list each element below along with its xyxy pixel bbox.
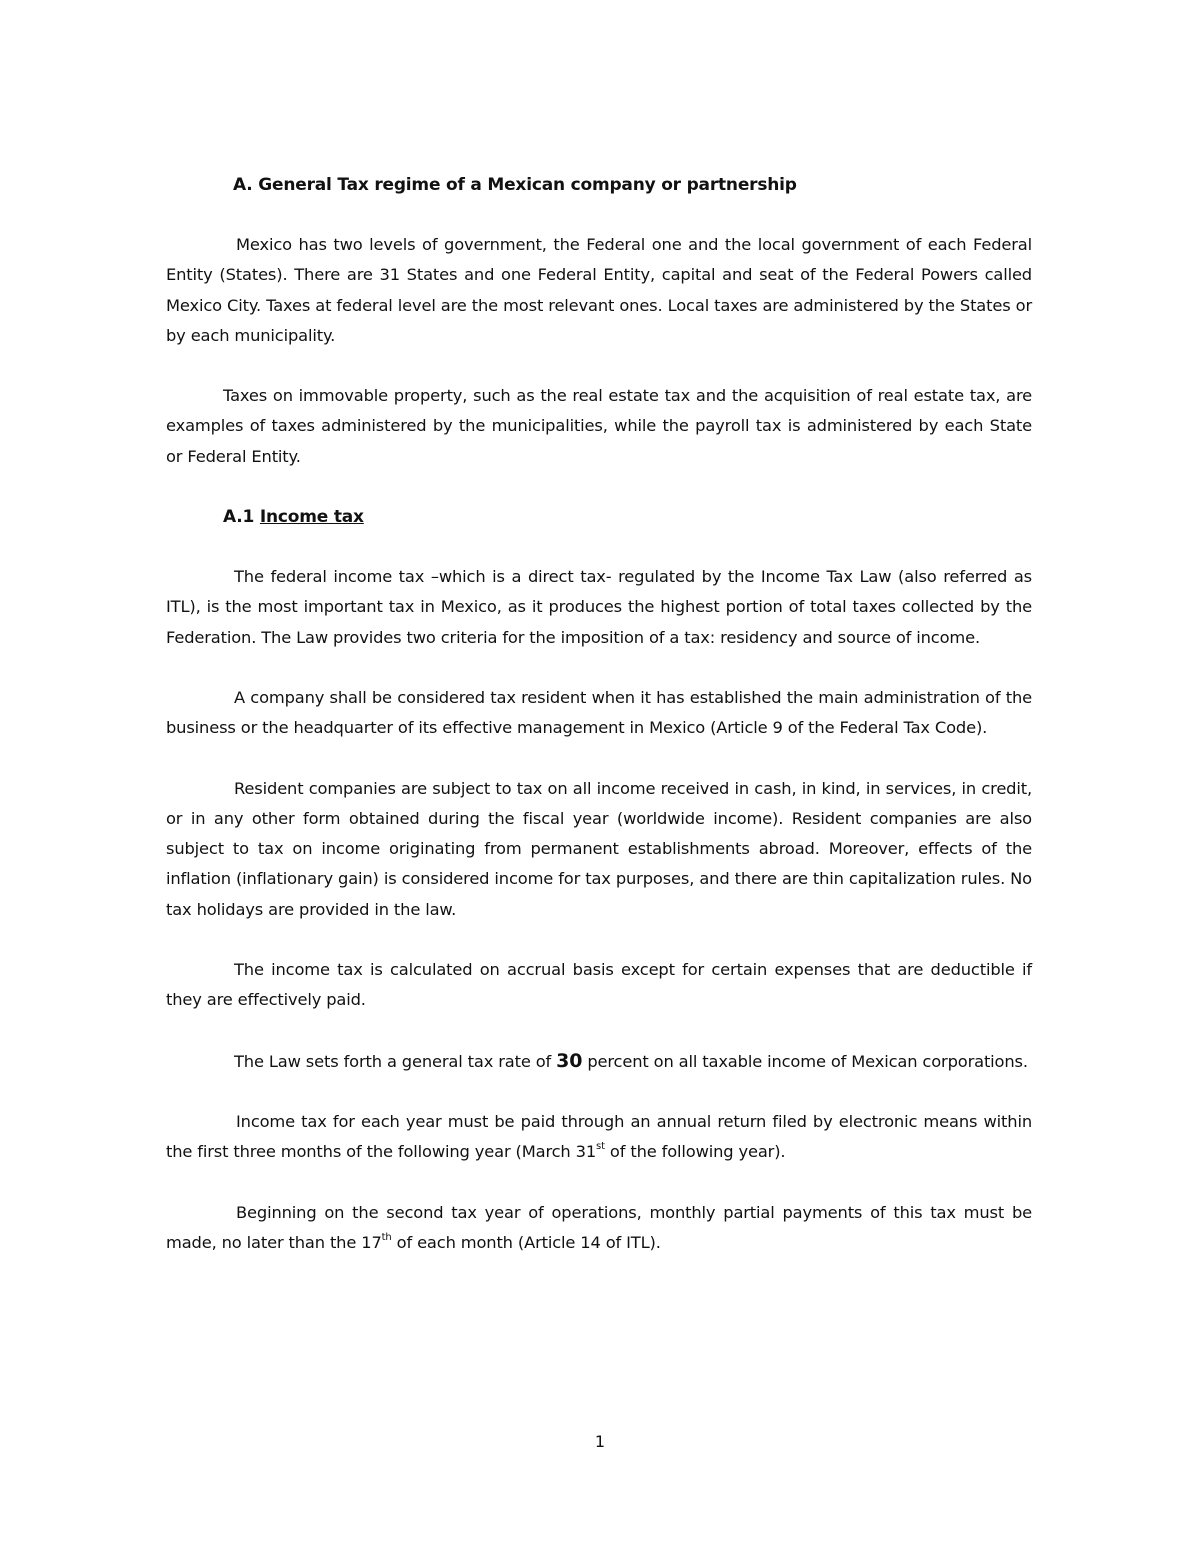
paragraph-government-levels: Mexico has two levels of government, the Federal one and the local government of each Federal Entity (States). There are 31 States and one Federal Entity, capital and seat of the Federal Powers called Mexico City. Taxes at federal level are the most relevant ones. Local taxes are administered by the States or by each municipality. (166, 235, 1032, 345)
ordinal-suffix: st (596, 1141, 605, 1153)
paragraph-monthly-payments (166, 1198, 1032, 1259)
document-body (166, 170, 1032, 1258)
paragraph-immovable-property: Taxes on immovable property, such as the real estate tax and the acquisition of real estate tax, are examples of taxes administered by the municipalities, while the payroll tax is administered by each State or Federal Entity. (166, 386, 1032, 466)
annual-return-text-after: of the following year). (604, 1142, 786, 1162)
paragraph-tax-residency: A company shall be considered tax resident when it has established the main administration of the business or the headquarter of its effective management in Mexico (Article 9 of the Federal Tax Code). (166, 687, 1032, 738)
section-heading-a: A. General Tax regime of a Mexican company or partnership (233, 175, 797, 195)
tax-rate-text-after: percent on all taxable income of Mexican corporations. (582, 1051, 1028, 1071)
page-number: 1 (594, 1432, 606, 1451)
paragraph-tax-rate (166, 1046, 1032, 1077)
tax-rate-text-before: The Law sets forth a general tax rate of (234, 1051, 557, 1071)
section-heading-a1 (223, 502, 1032, 532)
tax-rate-value: 30 (556, 1049, 583, 1072)
paragraph-federal-income-tax: The federal income tax –which is a direct tax- regulated by the Income Tax Law (also referred as ITL), is the most important tax in Mexico, as it produces the highest portion of total taxes collected by the Federation. The Law provides two criteria for the imposition of a tax: residency and source of income. (166, 567, 1032, 647)
monthly-payments-text-after: of each month (Article 14 of ITL). (391, 1232, 661, 1252)
paragraph-accrual-basis: The income tax is calculated on accrual basis except for certain expenses that are deductible if they are effectively paid. (166, 960, 1032, 1010)
paragraph-resident-companies: Resident companies are subject to tax on all income received in cash, in kind, in services, in credit, or in any other form obtained during the fiscal year (worldwide income). Resident companies are also subject to tax on income originating from permanent establishments abroad. Moreover, effects of the inflation (inflationary gain) is considered income for tax purposes, and there are thin capitalization rules. No tax holidays are provided in the law. (166, 778, 1032, 919)
section-number: A.1 (223, 507, 260, 528)
annual-return-text-before: Income tax for each year must be paid through an annual return filed by electronic means within the first three months of the following year (March 31 (166, 1111, 1032, 1162)
section-title: Income tax (259, 507, 364, 528)
paragraph-annual-return (166, 1107, 1032, 1168)
ordinal-suffix: th (381, 1231, 392, 1243)
monthly-payments-text-before: Beginning on the second tax year of operations, monthly partial payments of this tax must be made, no later than the 17 (166, 1202, 1032, 1252)
